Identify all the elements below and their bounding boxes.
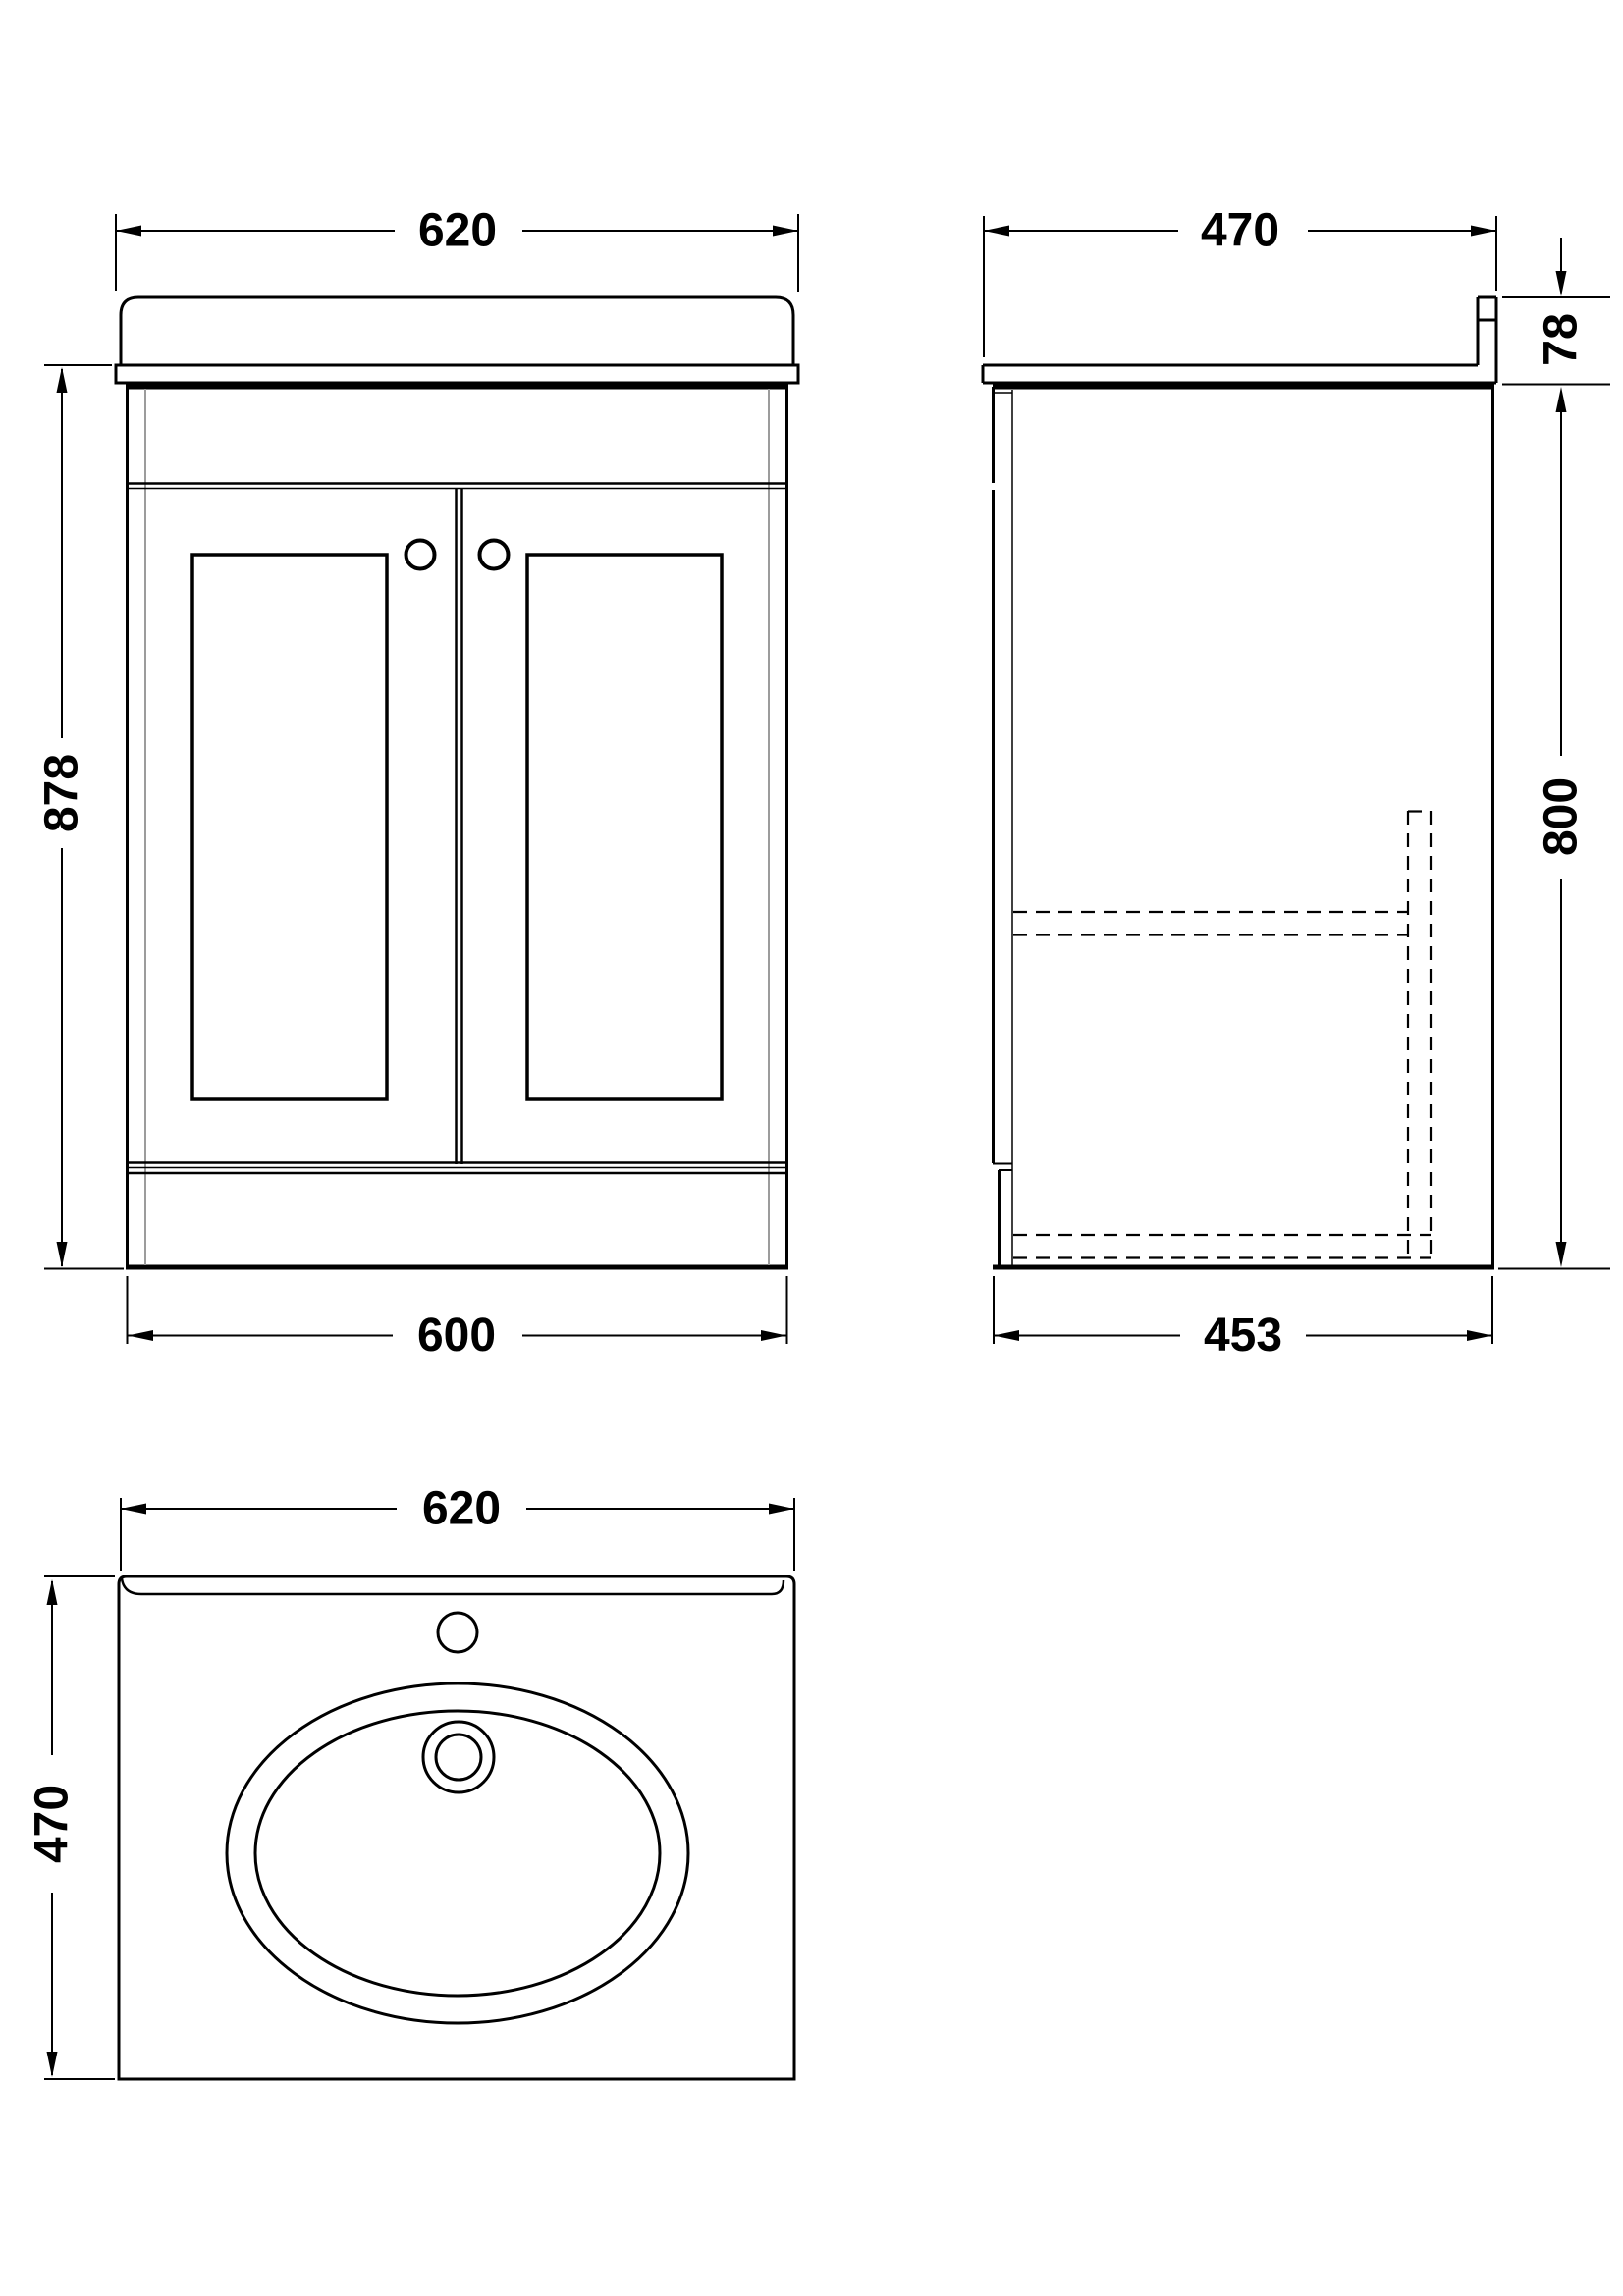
dim-label-plan-depth: 470 [26, 1784, 79, 1863]
dim-label-front-width-bottom: 600 [417, 1309, 496, 1362]
dim-label-front-width-top: 620 [418, 204, 497, 257]
dim-label-side-depth-top: 470 [1201, 204, 1279, 257]
dim-label-front-height: 878 [35, 753, 88, 832]
dim-label-side-basin-height: 78 [1535, 313, 1588, 366]
dim-label-plan-width: 620 [422, 1482, 501, 1535]
dim-label-side-depth-bottom: 453 [1204, 1309, 1282, 1362]
dim-label-side-cabinet-height: 800 [1535, 776, 1588, 856]
